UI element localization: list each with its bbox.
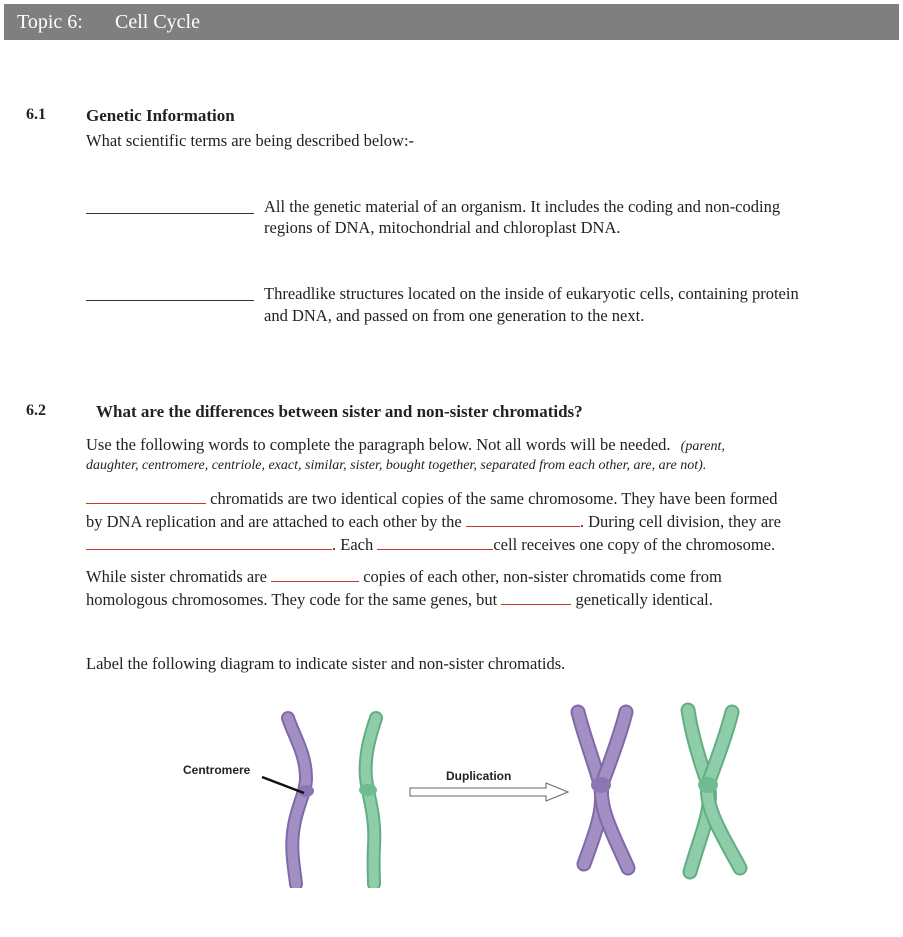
para2-line-2-b: genetically identical.	[575, 590, 713, 609]
answer-blank-1[interactable]	[86, 213, 254, 214]
blank-sister[interactable]	[86, 503, 206, 504]
duplication-label: Duplication	[446, 769, 512, 783]
blank-separated[interactable]	[86, 549, 332, 550]
word-bank-start: (parent,	[680, 439, 725, 454]
topic-title: Cell Cycle	[115, 11, 200, 33]
section-6-1-title: Genetic Information	[86, 106, 235, 125]
para2-line-1-b: copies of each other, non-sister chromatids come from	[363, 567, 722, 586]
topic-number: Topic 6:	[17, 11, 83, 33]
para1-line-3	[86, 534, 775, 556]
word-bank-line-2: daughter, centromere, centriole, exact, similar, sister, bought together, separated from each other, are, are not).	[86, 458, 707, 473]
instruction-text: Use the following words to complete the paragraph below. Not all words will be needed.	[86, 435, 671, 454]
centromere-label: Centromere	[183, 763, 251, 777]
para1-line-3-b: cell receives one copy of the chromosome.	[493, 535, 776, 554]
definition-1-line-2: regions of DNA, mitochondrial and chloroplast DNA.	[264, 218, 621, 237]
definition-2-line-1: Threadlike structures located on the inside of eukaryotic cells, containing protein	[264, 284, 799, 303]
duplication-arrow	[410, 783, 568, 801]
para2-line-1	[86, 566, 722, 588]
purple-chromosome-replicated	[578, 712, 628, 868]
definition-2-line-2: and DNA, and passed on from one generation to the next.	[264, 306, 645, 325]
section-6-1-prompt: What scientific terms are being described below:-	[86, 131, 415, 150]
section-6-2-title: What are the differences between sister and non-sister chromatids?	[96, 402, 583, 421]
answer-blank-2[interactable]	[86, 300, 254, 301]
green-chromosome-replicated	[688, 710, 740, 872]
chromatid-diagram	[170, 696, 770, 888]
blank-daughter[interactable]	[377, 549, 493, 550]
para2-line-1-a: While sister chromatids are	[86, 567, 267, 586]
centromere-pointer-line	[262, 777, 304, 793]
purple-chromosome-single	[288, 718, 314, 884]
para1-line-2	[86, 511, 781, 533]
definition-1-line-1: All the genetic material of an organism. It includes the coding and non-coding	[264, 197, 781, 216]
para1-line-1	[86, 488, 778, 510]
para1-line-3-a: . Each	[332, 535, 374, 554]
para1-line-2-a: by DNA replication and are attached to each other by the	[86, 512, 462, 531]
instruction-line-1	[86, 434, 725, 458]
section-6-2-number: 6.2	[26, 402, 46, 419]
para2-line-2-a: homologous chromosomes. They code for the same genes, but	[86, 590, 498, 609]
para1-line-2-b: . During cell division, they are	[579, 512, 781, 531]
blank-centromere[interactable]	[466, 526, 580, 527]
green-chromosome-single	[359, 718, 377, 884]
para1-line-1-text: chromatids are two identical copies of the same chromosome. They have been formed	[210, 489, 778, 508]
diagram-prompt: Label the following diagram to indicate sister and non-sister chromatids.	[86, 654, 566, 673]
section-6-1-number: 6.1	[26, 106, 46, 123]
blank-exact[interactable]	[271, 581, 359, 582]
topic-header-bar	[4, 4, 899, 40]
blank-are-not[interactable]	[501, 604, 571, 605]
para2-line-2	[86, 589, 713, 611]
